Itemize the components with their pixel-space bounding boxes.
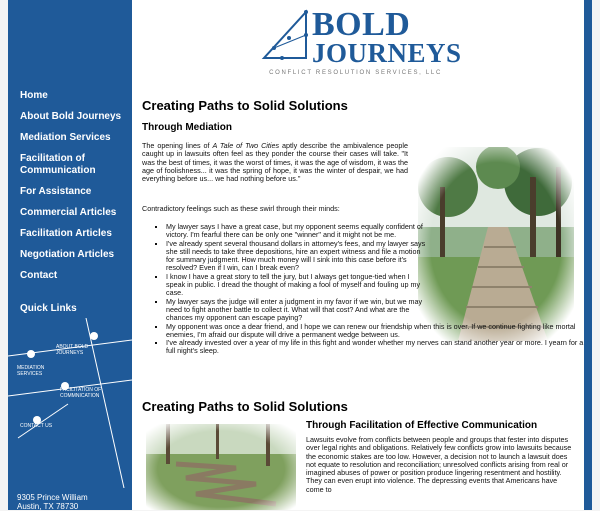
section1-bullet-list bbox=[154, 222, 584, 356]
nav-assistance[interactable]: For Assistance bbox=[20, 186, 92, 197]
quick-link-mediation[interactable]: MEDIATION SERVICES bbox=[17, 365, 45, 377]
boardwalk-image bbox=[146, 424, 296, 510]
main-content bbox=[132, 0, 584, 510]
nav-mediation[interactable]: Mediation Services bbox=[20, 132, 111, 143]
section2-title: Creating Paths to Solid Solutions bbox=[142, 399, 348, 414]
intro-book-title: A Tale of Two Cities bbox=[212, 141, 280, 150]
address-line-2: Austin, TX 78730 bbox=[17, 502, 79, 511]
boardwalk-photo bbox=[146, 424, 296, 510]
bullet-item: ▪ My lawyer says I have a great case, but my opponent seems equally confident of victory. I'm fearful there can be only one "winner" and it might not be me. bbox=[166, 223, 426, 240]
quick-link-about[interactable]: ABOUT BOLD JOURNEYS bbox=[56, 344, 89, 356]
section2-body: Lawsuits evolve from conflicts between people and groups that fester into disputes over legal rights and obligations. Relatively few conflicts grow into lawsuits because the economic stakes are too low. However, a decision not to launch a lawsuit does not equate to resolution and reconciliation; unresolved conflicts arising from real or imagined abuses of power or position produce lingering resentment and hostility. They can even erupt into violence. The depressing events that Americans have come to bbox=[306, 435, 572, 494]
sidebar bbox=[8, 0, 132, 510]
nav-commercial-articles[interactable]: Commercial Articles bbox=[20, 207, 117, 218]
bullet-item: ▪ My opponent was once a dear friend, and I hope we can renew our friendship when this is over. If we continue fighting like mortal enemies, I'm afraid our dispute will drive a permanent wedge between us. bbox=[166, 323, 584, 340]
section1-intro bbox=[142, 142, 408, 183]
logo-word-journeys: JOURNEYS bbox=[312, 38, 462, 68]
nav-negotiation-articles[interactable]: Negotiation Articles bbox=[20, 249, 115, 260]
mediation-dot-icon[interactable] bbox=[27, 350, 35, 358]
logo-triangle-icon bbox=[242, 8, 312, 68]
nav-about[interactable]: About Bold Journeys bbox=[20, 111, 122, 122]
bullet-item: ▪ I know I have a great story to tell the jury, but I always get tongue-tied when I speak in public. I dread the thought of making a fool of myself and fouling up my case. bbox=[166, 273, 426, 298]
forest-stairs-image bbox=[418, 147, 574, 341]
intro-lead-text: The opening lines of bbox=[142, 141, 213, 150]
logo-tagline: CONFLICT RESOLUTION SERVICES, LLC bbox=[269, 70, 442, 76]
address-line-1: 9305 Prince William bbox=[17, 493, 88, 502]
section2-subtitle: Through Facilitation of Effective Communication bbox=[306, 420, 538, 431]
address bbox=[17, 493, 88, 511]
forest-stairs-photo bbox=[418, 147, 574, 341]
nav-contact[interactable]: Contact bbox=[20, 270, 58, 281]
nav-facilitation[interactable]: Facilitation of Communication bbox=[20, 153, 96, 176]
nav-home[interactable]: Home bbox=[20, 90, 48, 101]
quick-link-contact[interactable]: CONTACT US bbox=[20, 423, 53, 429]
about-dot-icon[interactable] bbox=[90, 332, 98, 340]
section1-title: Creating Paths to Solid Solutions bbox=[142, 98, 348, 113]
bullet-item: ▪ I've already spent several thousand dollars in attorney's fees, and my lawyer says she still needs to take three depositions, hire an expert witness and file a motion for summary judgment. How much money will I sink into this case before it's resolved? Even if I win, can I break even? bbox=[166, 240, 426, 273]
section1-lead: Contradictory feelings such as these swirl through their minds: bbox=[142, 204, 340, 213]
section1-subtitle: Through Mediation bbox=[142, 122, 232, 133]
bullet-item: ▪ My lawyer says the judge will enter a judgment in my favor if we win, but we may need to fight another battle to collect it. What will that cost? And what are the chances my opponent can escape paying? bbox=[166, 298, 426, 323]
logo-word-bold: BOLD bbox=[312, 6, 411, 43]
quick-link-facilitation[interactable]: FACILITATION OF COMMNICATION bbox=[60, 387, 102, 399]
intro-quote-text: aptly describe the ambivalence people caught up in lawsuits often feel as they ponder the course their cases will take. "It was the best of times, it was the worst of times, it was the age of wisdom, it was the age of foolishness... it was the spring of hope, it was the winter of despair, we had everything before us... we had nothing before us." bbox=[142, 141, 408, 184]
right-edge-bar bbox=[584, 0, 592, 510]
quick-links-diagram bbox=[8, 318, 132, 488]
main-nav bbox=[20, 90, 132, 291]
quick-links-title: Quick Links bbox=[20, 303, 77, 314]
nav-facilitation-articles[interactable]: Facilitation Articles bbox=[20, 228, 112, 239]
brand-logo[interactable] bbox=[242, 8, 462, 78]
bullet-item: ▪ I've already invested over a year of my life in this fight and wonder whether my nerves can stand another year or more. I yearn for a full night's sleep. bbox=[166, 339, 584, 356]
